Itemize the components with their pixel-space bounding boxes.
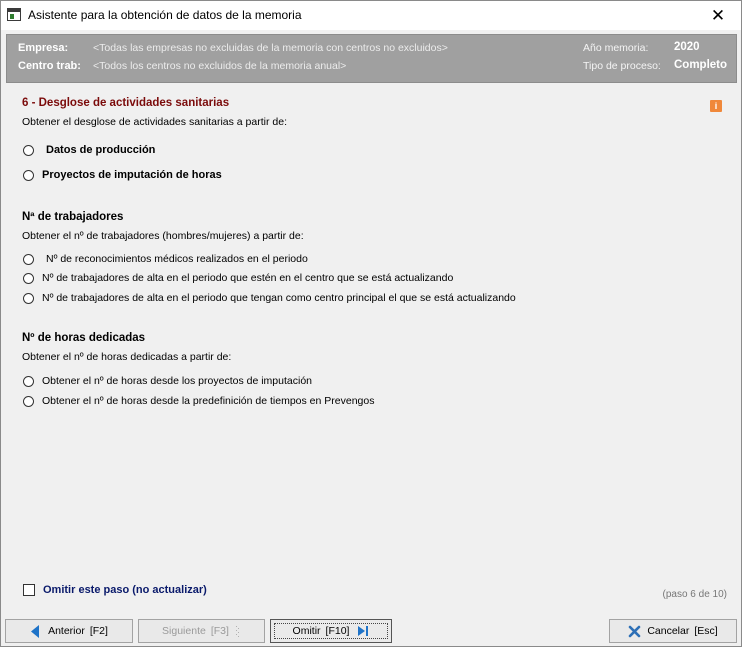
siguiente-button[interactable] bbox=[138, 619, 265, 643]
close-icon: ✕ bbox=[710, 5, 726, 25]
radio-horas-predefinicion[interactable] bbox=[23, 395, 374, 407]
omitir-shortcut: [F10] bbox=[325, 625, 350, 637]
radio-label: Nº de trabajadores de alta en el periodo que estén en el centro que se está actualizando bbox=[42, 272, 454, 284]
app-window-icon bbox=[7, 8, 21, 21]
cancelar-button[interactable] bbox=[609, 619, 737, 643]
window-title: Asistente para la obtención de datos de la memoria bbox=[28, 8, 302, 22]
trabajadores-description: Obtener el nº de trabajadores (hombres/mujeres) a partir de: bbox=[22, 230, 304, 242]
step-indicator: (paso 6 de 10) bbox=[662, 589, 727, 600]
radio-label: Proyectos de imputación de horas bbox=[42, 169, 222, 181]
step-content bbox=[6, 86, 737, 614]
radio-circle[interactable] bbox=[23, 254, 34, 265]
radio-proyectos-imputacion[interactable] bbox=[23, 169, 222, 181]
anio-label: Año memoria: bbox=[583, 42, 649, 54]
cancelar-shortcut: [Esc] bbox=[694, 625, 718, 637]
omit-step-label: Omitir este paso (no actualizar) bbox=[43, 584, 207, 596]
radio-trabajadores-centro[interactable] bbox=[23, 272, 453, 284]
radio-circle[interactable] bbox=[23, 293, 34, 304]
horas-description: Obtener el nº de horas dedicadas a partir de: bbox=[22, 351, 232, 363]
centro-value: <Todos los centros no excluidos de la memoria anual> bbox=[93, 60, 347, 72]
context-header bbox=[6, 34, 737, 83]
anterior-label: Anterior bbox=[48, 625, 85, 637]
empresa-label: Empresa: bbox=[18, 42, 69, 54]
triangle-left-icon bbox=[30, 625, 40, 638]
trabajadores-title: Nª de trabajadores bbox=[22, 211, 124, 223]
tipo-value: Completo bbox=[674, 59, 728, 71]
radio-circle[interactable] bbox=[23, 396, 34, 407]
centro-label: Centro trab: bbox=[18, 60, 81, 72]
radio-datos-produccion[interactable] bbox=[23, 144, 155, 156]
empresa-value: <Todas las empresas no excluidas de la memoria con centros no excluidos> bbox=[93, 42, 448, 54]
anio-value: 2020 bbox=[674, 41, 700, 53]
omitir-button[interactable] bbox=[270, 619, 392, 643]
checkbox-box[interactable] bbox=[23, 584, 35, 596]
radio-circle[interactable] bbox=[23, 376, 34, 387]
skip-next-icon bbox=[357, 625, 369, 637]
radio-label: Nº de trabajadores de alta en el periodo que tengan como centro principal el que se está actualizando bbox=[42, 292, 516, 304]
anterior-button[interactable] bbox=[5, 619, 133, 643]
title-bar bbox=[1, 1, 741, 30]
anterior-shortcut: [F2] bbox=[89, 625, 108, 637]
omit-step-checkbox[interactable] bbox=[23, 584, 207, 596]
radio-label: Obtener el nº de horas desde los proyectos de imputación bbox=[42, 375, 312, 387]
step-description: Obtener el desglose de actividades sanitarias a partir de: bbox=[22, 116, 287, 128]
radio-label: Datos de producción bbox=[46, 144, 156, 156]
dotted-arrow-icon bbox=[235, 625, 241, 638]
radio-label: Nº de reconocimientos médicos realizados en el periodo bbox=[46, 253, 308, 265]
radio-circle[interactable] bbox=[23, 145, 34, 156]
omitir-label: Omitir bbox=[292, 625, 321, 637]
step-title: 6 - Desglose de actividades sanitarias bbox=[22, 97, 230, 109]
info-icon[interactable]: i bbox=[710, 100, 722, 112]
siguiente-shortcut: [F3] bbox=[210, 625, 229, 637]
cancelar-label: Cancelar bbox=[647, 625, 690, 637]
button-bar bbox=[1, 616, 741, 646]
tipo-label: Tipo de proceso: bbox=[583, 60, 661, 72]
radio-reconocimientos[interactable] bbox=[23, 253, 308, 265]
radio-horas-proyectos[interactable] bbox=[23, 375, 312, 387]
cross-icon bbox=[628, 625, 641, 638]
close-button[interactable] bbox=[695, 1, 741, 30]
radio-circle[interactable] bbox=[23, 273, 34, 284]
radio-circle[interactable] bbox=[23, 170, 34, 181]
radio-label: Obtener el nº de horas desde la predefinición de tiempos en Prevengos bbox=[42, 395, 375, 407]
horas-title: Nº de horas dedicadas bbox=[22, 332, 146, 344]
siguiente-label: Siguiente bbox=[162, 625, 206, 637]
radio-trabajadores-centro-principal[interactable] bbox=[23, 292, 516, 304]
